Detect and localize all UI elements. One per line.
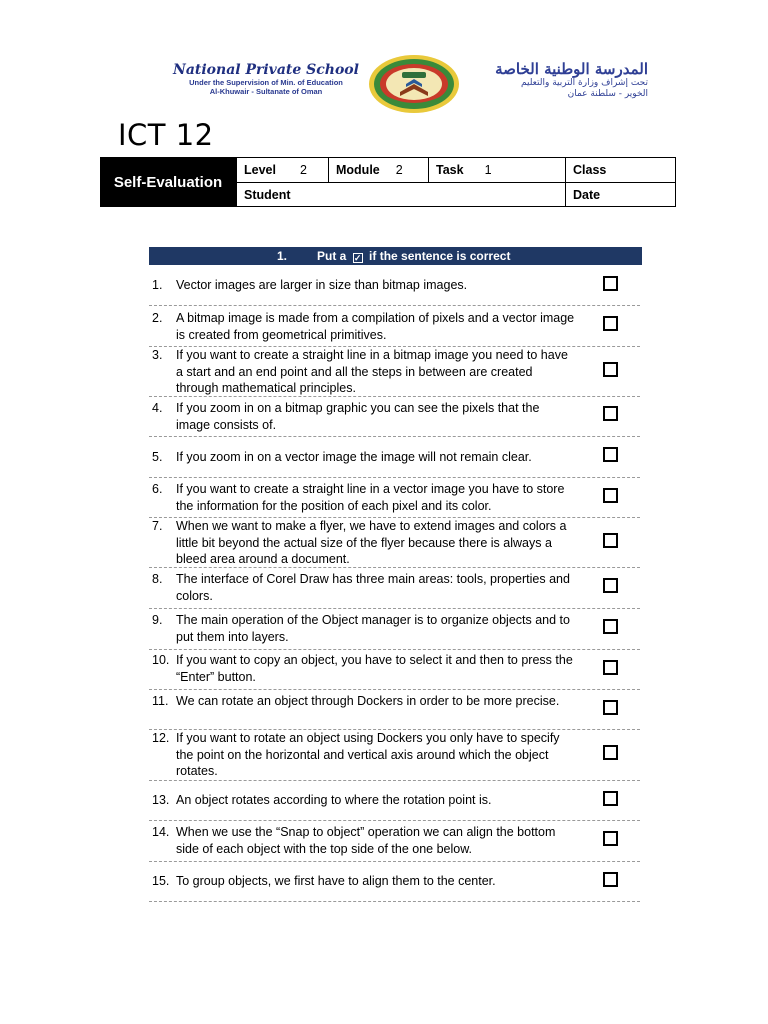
statement-row-15 xyxy=(149,862,640,902)
answer-checkbox[interactable] xyxy=(603,447,618,462)
task-cell xyxy=(428,157,566,183)
info-table xyxy=(100,157,676,207)
section-header xyxy=(149,247,642,265)
school-name-ar: المدرسة الوطنية الخاصة xyxy=(495,60,648,78)
school-header xyxy=(108,52,678,116)
statement-row-4 xyxy=(149,397,640,437)
answer-checkbox[interactable] xyxy=(603,276,618,291)
answer-checkbox[interactable] xyxy=(603,831,618,846)
statement-number: 2. xyxy=(152,311,163,325)
level-cell xyxy=(236,157,329,183)
section-instruction xyxy=(317,249,510,263)
answer-checkbox[interactable] xyxy=(603,791,618,806)
level-value: 2 xyxy=(299,163,307,177)
statement-number: 8. xyxy=(152,572,163,586)
statement-text: If you zoom in on a vector image the image will not remain clear. xyxy=(176,450,532,464)
statement-number: 1. xyxy=(152,278,163,292)
answer-checkbox[interactable] xyxy=(603,406,618,421)
statement-row-6 xyxy=(149,478,640,518)
answer-checkbox[interactable] xyxy=(603,316,618,331)
school-crest-logo xyxy=(366,54,462,114)
student-label: Student xyxy=(244,187,291,202)
school-name-arabic xyxy=(468,60,648,100)
statement-text: When we want to make a flyer, we have to extend images and colors a little bit beyond the actual size of the flyer because there is always a bleed area around a document. xyxy=(176,519,567,566)
answer-checkbox[interactable] xyxy=(603,619,618,634)
statement-row-8 xyxy=(149,568,640,609)
statement-text: A bitmap image is made from a compilation of pixels and a vector image is created from geometrical primitives. xyxy=(176,311,575,342)
statement-row-7 xyxy=(149,518,640,568)
info-grid xyxy=(236,157,676,207)
supervision-line-ar: تحت إشراف وزارة التربية والتعليم xyxy=(521,78,648,88)
statement-number: 12. xyxy=(152,731,170,745)
statement-text: If you want to create a straight line in a vector image you have to store the information for the position of each pixel and its color. xyxy=(176,482,565,513)
location-line: Al-Khuwair - Sultanate of Oman xyxy=(209,87,323,96)
answer-checkbox[interactable] xyxy=(603,660,618,675)
statement-text: If you want to rotate an object using Dockers you only have to specify the point on the horizontal and vertical axis around which the object rotates. xyxy=(176,731,560,778)
module-cell xyxy=(328,157,429,183)
statement-number: 13. xyxy=(152,793,170,807)
module-label: Module xyxy=(336,163,380,177)
answer-checkbox[interactable] xyxy=(603,488,618,503)
statement-number: 5. xyxy=(152,450,163,464)
statement-number: 15. xyxy=(152,874,170,888)
statement-text: The interface of Corel Draw has three main areas: tools, properties and colors. xyxy=(176,572,570,603)
school-name: National Private School xyxy=(173,62,359,78)
section-number: 1. xyxy=(277,249,288,263)
statement-row-13 xyxy=(149,781,640,821)
date-label: Date xyxy=(573,187,601,202)
statement-number: 9. xyxy=(152,613,163,627)
statement-number: 14. xyxy=(152,825,170,839)
task-value: 1 xyxy=(484,163,492,177)
statement-number: 6. xyxy=(152,482,163,496)
answer-checkbox[interactable] xyxy=(603,700,618,715)
answer-checkbox[interactable] xyxy=(603,362,618,377)
statement-text: If you want to create a straight line in a bitmap image you need to have a start and an end point and all the steps in between are created through mathematical principles. xyxy=(176,348,568,395)
statement-row-11 xyxy=(149,690,640,730)
answer-checkbox[interactable] xyxy=(603,872,618,887)
statement-row-2 xyxy=(149,306,640,347)
statement-number: 4. xyxy=(152,401,163,415)
class-cell[interactable] xyxy=(565,157,676,183)
statement-number: 11. xyxy=(152,694,169,708)
school-name-english xyxy=(166,62,366,96)
level-label: Level xyxy=(244,163,276,177)
self-evaluation-label: Self-Evaluation xyxy=(100,157,236,207)
statement-text: To group objects, we first have to align them to the center. xyxy=(176,874,496,888)
task-label: Task xyxy=(436,163,464,177)
module-value: 2 xyxy=(395,163,403,177)
statement-text: When we use the “Snap to object” operation we can align the bottom side of each object with the top side of the one below. xyxy=(176,825,556,856)
statement-number: 7. xyxy=(152,519,163,533)
statement-row-14 xyxy=(149,821,640,862)
date-cell[interactable] xyxy=(565,182,676,207)
statement-text: If you want to copy an object, you have to select it and then to press the “Enter” button. xyxy=(176,653,573,684)
statement-text: Vector images are larger in size than bitmap images. xyxy=(176,278,468,292)
checkbox-tick-icon: ✓ xyxy=(353,253,362,263)
statement-row-3 xyxy=(149,347,640,397)
supervision-line: Under the Supervision of Min. of Education xyxy=(189,78,343,87)
statement-row-9 xyxy=(149,609,640,650)
answer-checkbox[interactable] xyxy=(603,533,618,548)
instruction-suffix: if the sentence is correct xyxy=(369,249,511,263)
statement-row-5 xyxy=(149,437,640,478)
class-label: Class xyxy=(573,163,607,177)
location-line-ar: الخوير - سلطنة عمان xyxy=(567,89,648,99)
statement-number: 3. xyxy=(152,348,163,362)
statement-number: 10. xyxy=(152,653,170,667)
statement-text: An object rotates according to where the rotation point is. xyxy=(176,793,492,807)
statement-text: If you zoom in on a bitmap graphic you can see the pixels that the image consists of. xyxy=(176,401,540,432)
answer-checkbox[interactable] xyxy=(603,578,618,593)
statement-row-12 xyxy=(149,730,640,781)
statement-text: The main operation of the Object manager is to organize objects and to put them into layers. xyxy=(176,613,570,644)
student-cell[interactable] xyxy=(236,182,566,207)
answer-checkbox[interactable] xyxy=(603,745,618,760)
statement-row-1 xyxy=(149,266,640,306)
statement-row-10 xyxy=(149,650,640,690)
subject-title: ICT 12 xyxy=(118,118,214,152)
instruction-prefix: Put a xyxy=(317,249,347,263)
statement-text: We can rotate an object through Dockers in order to be more precise. xyxy=(176,694,560,708)
